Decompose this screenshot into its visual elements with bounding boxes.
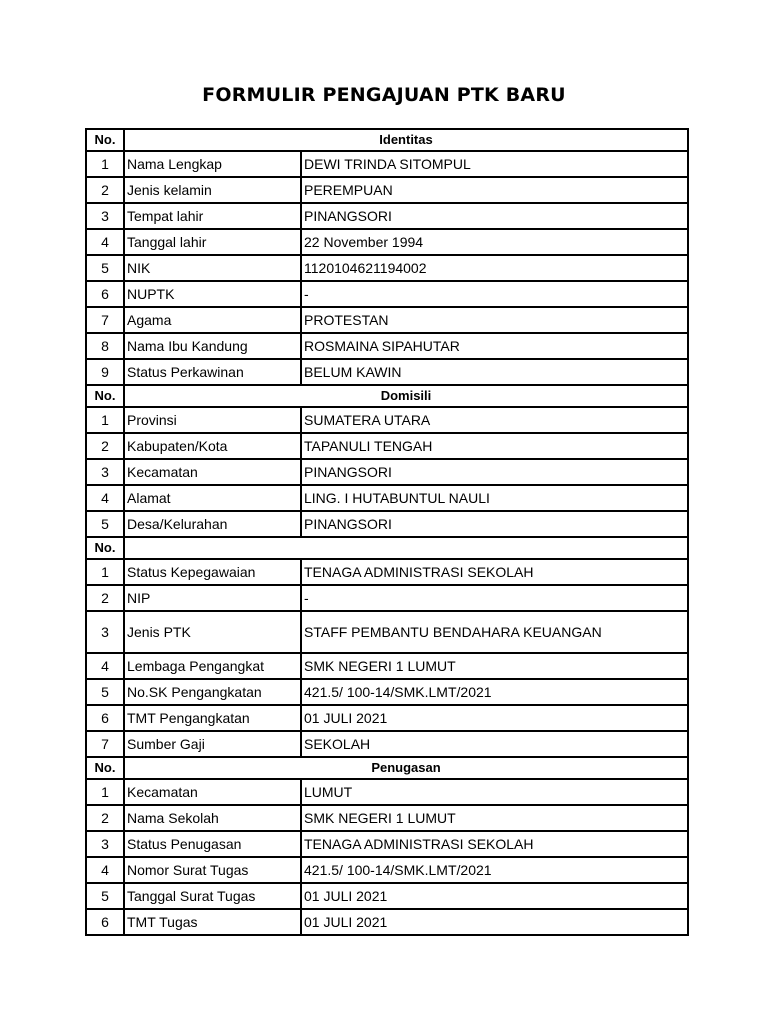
- field-label: Alamat: [124, 485, 301, 511]
- field-value: STAFF PEMBANTU BENDAHARA KEUANGAN: [301, 611, 688, 653]
- section-heading: [124, 537, 688, 559]
- table-row: [86, 407, 688, 433]
- table-row: [86, 653, 688, 679]
- field-label: Status Perkawinan: [124, 359, 301, 385]
- no-column-header: No.: [86, 385, 124, 407]
- row-number: 1: [86, 407, 124, 433]
- table-row: [86, 255, 688, 281]
- field-value: ROSMAINA SIPAHUTAR: [301, 333, 688, 359]
- field-value: 01 JULI 2021: [301, 705, 688, 731]
- section-header-row: [86, 385, 688, 407]
- table-row: [86, 203, 688, 229]
- field-label: Status Kepegawaian: [124, 559, 301, 585]
- row-number: 3: [86, 459, 124, 485]
- section-heading: Identitas: [124, 129, 688, 151]
- field-label: TMT Tugas: [124, 909, 301, 935]
- table-row: [86, 585, 688, 611]
- table-row: [86, 433, 688, 459]
- field-value: LING. I HUTABUNTUL NAULI: [301, 485, 688, 511]
- no-column-header: No.: [86, 129, 124, 151]
- row-number: 3: [86, 611, 124, 653]
- table-row: [86, 831, 688, 857]
- row-number: 2: [86, 433, 124, 459]
- row-number: 3: [86, 831, 124, 857]
- row-number: 1: [86, 151, 124, 177]
- field-value: SMK NEGERI 1 LUMUT: [301, 653, 688, 679]
- table-row: [86, 559, 688, 585]
- field-value: PEREMPUAN: [301, 177, 688, 203]
- row-number: 5: [86, 511, 124, 537]
- section-header-row: [86, 537, 688, 559]
- table-row: [86, 731, 688, 757]
- form-title: FORMULIR PENGAJUAN PTK BARU: [202, 84, 566, 106]
- section-heading: Domisili: [124, 385, 688, 407]
- field-label: Tanggal lahir: [124, 229, 301, 255]
- form-table: [85, 128, 689, 936]
- field-label: Kabupaten/Kota: [124, 433, 301, 459]
- field-value: PROTESTAN: [301, 307, 688, 333]
- field-value: 421.5/ 100-14/SMK.LMT/2021: [301, 857, 688, 883]
- field-label: Nama Sekolah: [124, 805, 301, 831]
- row-number: 9: [86, 359, 124, 385]
- field-label: Desa/Kelurahan: [124, 511, 301, 537]
- field-label: Status Penugasan: [124, 831, 301, 857]
- field-label: Kecamatan: [124, 459, 301, 485]
- row-number: 4: [86, 653, 124, 679]
- row-number: 8: [86, 333, 124, 359]
- field-label: Kecamatan: [124, 779, 301, 805]
- field-value: PINANGSORI: [301, 459, 688, 485]
- no-column-header: No.: [86, 757, 124, 779]
- field-label: Tempat lahir: [124, 203, 301, 229]
- row-number: 5: [86, 679, 124, 705]
- field-label: Nomor Surat Tugas: [124, 857, 301, 883]
- field-label: Lembaga Pengangkat: [124, 653, 301, 679]
- field-value: TAPANULI TENGAH: [301, 433, 688, 459]
- table-row: [86, 679, 688, 705]
- table-row: [86, 333, 688, 359]
- row-number: 5: [86, 883, 124, 909]
- row-number: 2: [86, 585, 124, 611]
- section-header-row: [86, 757, 688, 779]
- section-header-row: [86, 129, 688, 151]
- table-row: [86, 705, 688, 731]
- row-number: 3: [86, 203, 124, 229]
- field-value: DEWI TRINDA SITOMPUL: [301, 151, 688, 177]
- field-value: LUMUT: [301, 779, 688, 805]
- field-value: BELUM KAWIN: [301, 359, 688, 385]
- section-heading: Penugasan: [124, 757, 688, 779]
- row-number: 1: [86, 559, 124, 585]
- no-column-header: No.: [86, 537, 124, 559]
- field-value: -: [301, 585, 688, 611]
- field-value: TENAGA ADMINISTRASI SEKOLAH: [301, 559, 688, 585]
- row-number: 4: [86, 485, 124, 511]
- field-value: PINANGSORI: [301, 511, 688, 537]
- field-value: SEKOLAH: [301, 731, 688, 757]
- table-row: [86, 883, 688, 909]
- table-row: [86, 307, 688, 333]
- field-value: PINANGSORI: [301, 203, 688, 229]
- table-row: [86, 229, 688, 255]
- field-label: Nama Lengkap: [124, 151, 301, 177]
- table-row: [86, 611, 688, 653]
- row-number: 6: [86, 909, 124, 935]
- field-value: 421.5/ 100-14/SMK.LMT/2021: [301, 679, 688, 705]
- row-number: 4: [86, 857, 124, 883]
- table-row: [86, 151, 688, 177]
- row-number: 2: [86, 805, 124, 831]
- field-label: NIK: [124, 255, 301, 281]
- row-number: 5: [86, 255, 124, 281]
- field-value: SUMATERA UTARA: [301, 407, 688, 433]
- table-row: [86, 177, 688, 203]
- field-label: NUPTK: [124, 281, 301, 307]
- row-number: 1: [86, 779, 124, 805]
- field-value: -: [301, 281, 688, 307]
- field-label: Tanggal Surat Tugas: [124, 883, 301, 909]
- field-value: 1120104621194002: [301, 255, 688, 281]
- field-label: Jenis kelamin: [124, 177, 301, 203]
- field-value: 22 November 1994: [301, 229, 688, 255]
- row-number: 2: [86, 177, 124, 203]
- field-label: Jenis PTK: [124, 611, 301, 653]
- table-row: [86, 281, 688, 307]
- field-label: Nama Ibu Kandung: [124, 333, 301, 359]
- field-label: NIP: [124, 585, 301, 611]
- field-value: 01 JULI 2021: [301, 909, 688, 935]
- row-number: 7: [86, 307, 124, 333]
- table-row: [86, 511, 688, 537]
- table-row: [86, 359, 688, 385]
- table-row: [86, 459, 688, 485]
- field-label: Sumber Gaji: [124, 731, 301, 757]
- field-value: SMK NEGERI 1 LUMUT: [301, 805, 688, 831]
- row-number: 6: [86, 281, 124, 307]
- field-label: Provinsi: [124, 407, 301, 433]
- row-number: 6: [86, 705, 124, 731]
- form-table-body: [86, 129, 688, 935]
- table-row: [86, 485, 688, 511]
- field-label: No.SK Pengangkatan: [124, 679, 301, 705]
- table-row: [86, 805, 688, 831]
- table-row: [86, 779, 688, 805]
- field-label: TMT Pengangkatan: [124, 705, 301, 731]
- table-row: [86, 909, 688, 935]
- field-value: TENAGA ADMINISTRASI SEKOLAH: [301, 831, 688, 857]
- row-number: 4: [86, 229, 124, 255]
- table-row: [86, 857, 688, 883]
- field-label: Agama: [124, 307, 301, 333]
- field-value: 01 JULI 2021: [301, 883, 688, 909]
- row-number: 7: [86, 731, 124, 757]
